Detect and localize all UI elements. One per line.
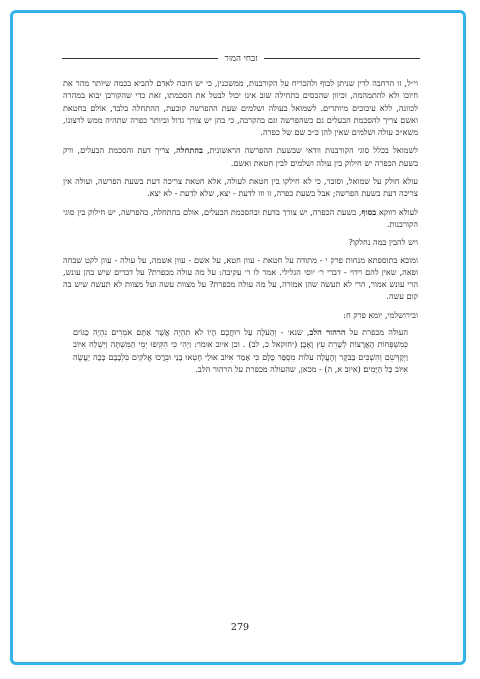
paragraph-tosefta-text: ומובא בתוספתא מנחות פרק י - מתודה על חטאת - עוון חטא, על אשם - עוון אשמה, על עולה - עוון לקט שכחה ופאה, שאין להם וידוי - דברי ר׳ יוסי הגלילי. אמר לו ר׳ עקיבה: על מה עולה מכפרת? על דברים שיש בהן עונש, הרי עונש אמור, הרי לא תעשה שהן אמורה, על מה עולה מכפרת? על מצוות עשה ועל מצוות לא תעשה שיש בה קום עשה. — [63, 254, 418, 302]
quoted-passage-text-b: , שנא׳ - וְהָעֹלָה עַל רוּחֲכֶם הָיוֹ לֹא תִהְיֶה אֲשֶׁר אַתֶּם אֹמְרִים נִהְיֶה כַּגּוֹיִם כְּמִשְׁפְּחוֹת הָאֲרָצוֹת לְשָׁרֵת עֵץ וָאָבֶן׃ (יחזקאל כ, לב) . וכן איוב אומר: וַיְהִי כִּי הִקִּיפוּ יְמֵי הַמִּשְׁתֶּה וַיִּשְׁלַח אִיּוֹב וַיְקַדְּשֵׁם וְהִשְׁכִּים בַּבֹּקֶר וְהֶעֱלָה עֹלוֹת מִסְפַּר כֻּלָּם כִּי אָמַר אִיּוֹב אוּלַי חָטְאוּ בָנַי וּבֵרֲכוּ אֱלֹקִים בִּלְבָבָם כָּכָה יַעֲשֶׂה אִיּוֹב כָּל הַיָּמִים׃ (איוב א, ה) - מכאן, שהעולה מכפרת על הרהור הלב. — [73, 327, 408, 374]
paragraph-tosefta — [63, 254, 418, 303]
paragraph-4 — [63, 206, 418, 231]
quoted-passage-text-a: העולה מכפרת על — [345, 327, 408, 338]
question-line — [63, 236, 418, 248]
quoted-passage — [63, 326, 418, 375]
paragraph-2-text-b: , צריך דעת והסכמת הבעלים, ורק בשעת הכפרה יש חילוק בין עולה ושלמים לבין חטאת ואשם. — [63, 145, 418, 168]
paragraph-2-bold: בהתחלה — [176, 145, 203, 156]
paragraph-2-text-a: לשמואל בכלל סוגי הקורבנות וודאי שבשעת ההפרשה הראשונית, — [202, 145, 418, 156]
header-rule-right — [264, 58, 420, 59]
yerushalmi-intro-text: ובירושלמי, יומא פרק ח: — [343, 309, 418, 320]
quoted-passage-bold: הרהור הלב — [309, 327, 346, 338]
header-title: זבחי המור — [224, 54, 258, 64]
paragraph-4-text-b: , בשעת הכפרה, יש צורך בדעת ובהסכמת הבעלים, אולם בהתחלה, בהפרשה, יש חילוק בין סוגי הקורבנות. — [63, 206, 418, 229]
yerushalmi-intro — [63, 309, 418, 321]
paragraph-1 — [63, 77, 418, 138]
paragraph-3 — [63, 175, 418, 200]
question-text: ויש להבין במה נחלקו? — [348, 237, 418, 248]
page-number: 279 — [230, 622, 250, 633]
running-header — [62, 52, 420, 65]
paragraph-4-text-a: לעולא דווקא — [376, 206, 418, 217]
paragraph-2 — [63, 144, 418, 169]
paragraph-4-bold: בסוף — [361, 206, 377, 217]
body-text — [63, 77, 418, 381]
paragraph-3-text: עולא חולק על שמואל, וסובר, כי לא חילקו בין חטאת לעולה, אלא חטאת צריכה דעת בשעת הפרשה, ועולה אין צריכה דעת בשעת הפרשה; אבל בשעת כפרה, זו וזו לדעת - יצא, שלא לדעת - לא יצא. — [63, 176, 418, 199]
paragraph-1-text: וי״ל, זו הרחבה לדין שניתן לכוף ולהכריח על הקורבנות, ממשכנין, כי יש חובה לאדם להביא בכמה שיותר מהר את חיובו ולא להתמהמה, וכיוון שהכסים בתחילה שוב אינו יכול לבטל את הסכמתו, זאת כדי שהקורבן יבוא במהרה לכוונה, ללא עיכובים מיותרים. לשמואל בעולה ושלמים שעת ההפרשה קובעת, ההתחלה בלבד, אולם בחטאת ואשם צריך להסכמת הבעלים גם כשהפרשה וגם בהקרבה, כי בהן יש צורך גדול וביותר כפרה שתהיה ממש לרצונו, משא״כ עולה ושלמים שאין להן כ״כ שם של כפרה. — [63, 78, 418, 138]
header-rule-left — [62, 58, 218, 59]
